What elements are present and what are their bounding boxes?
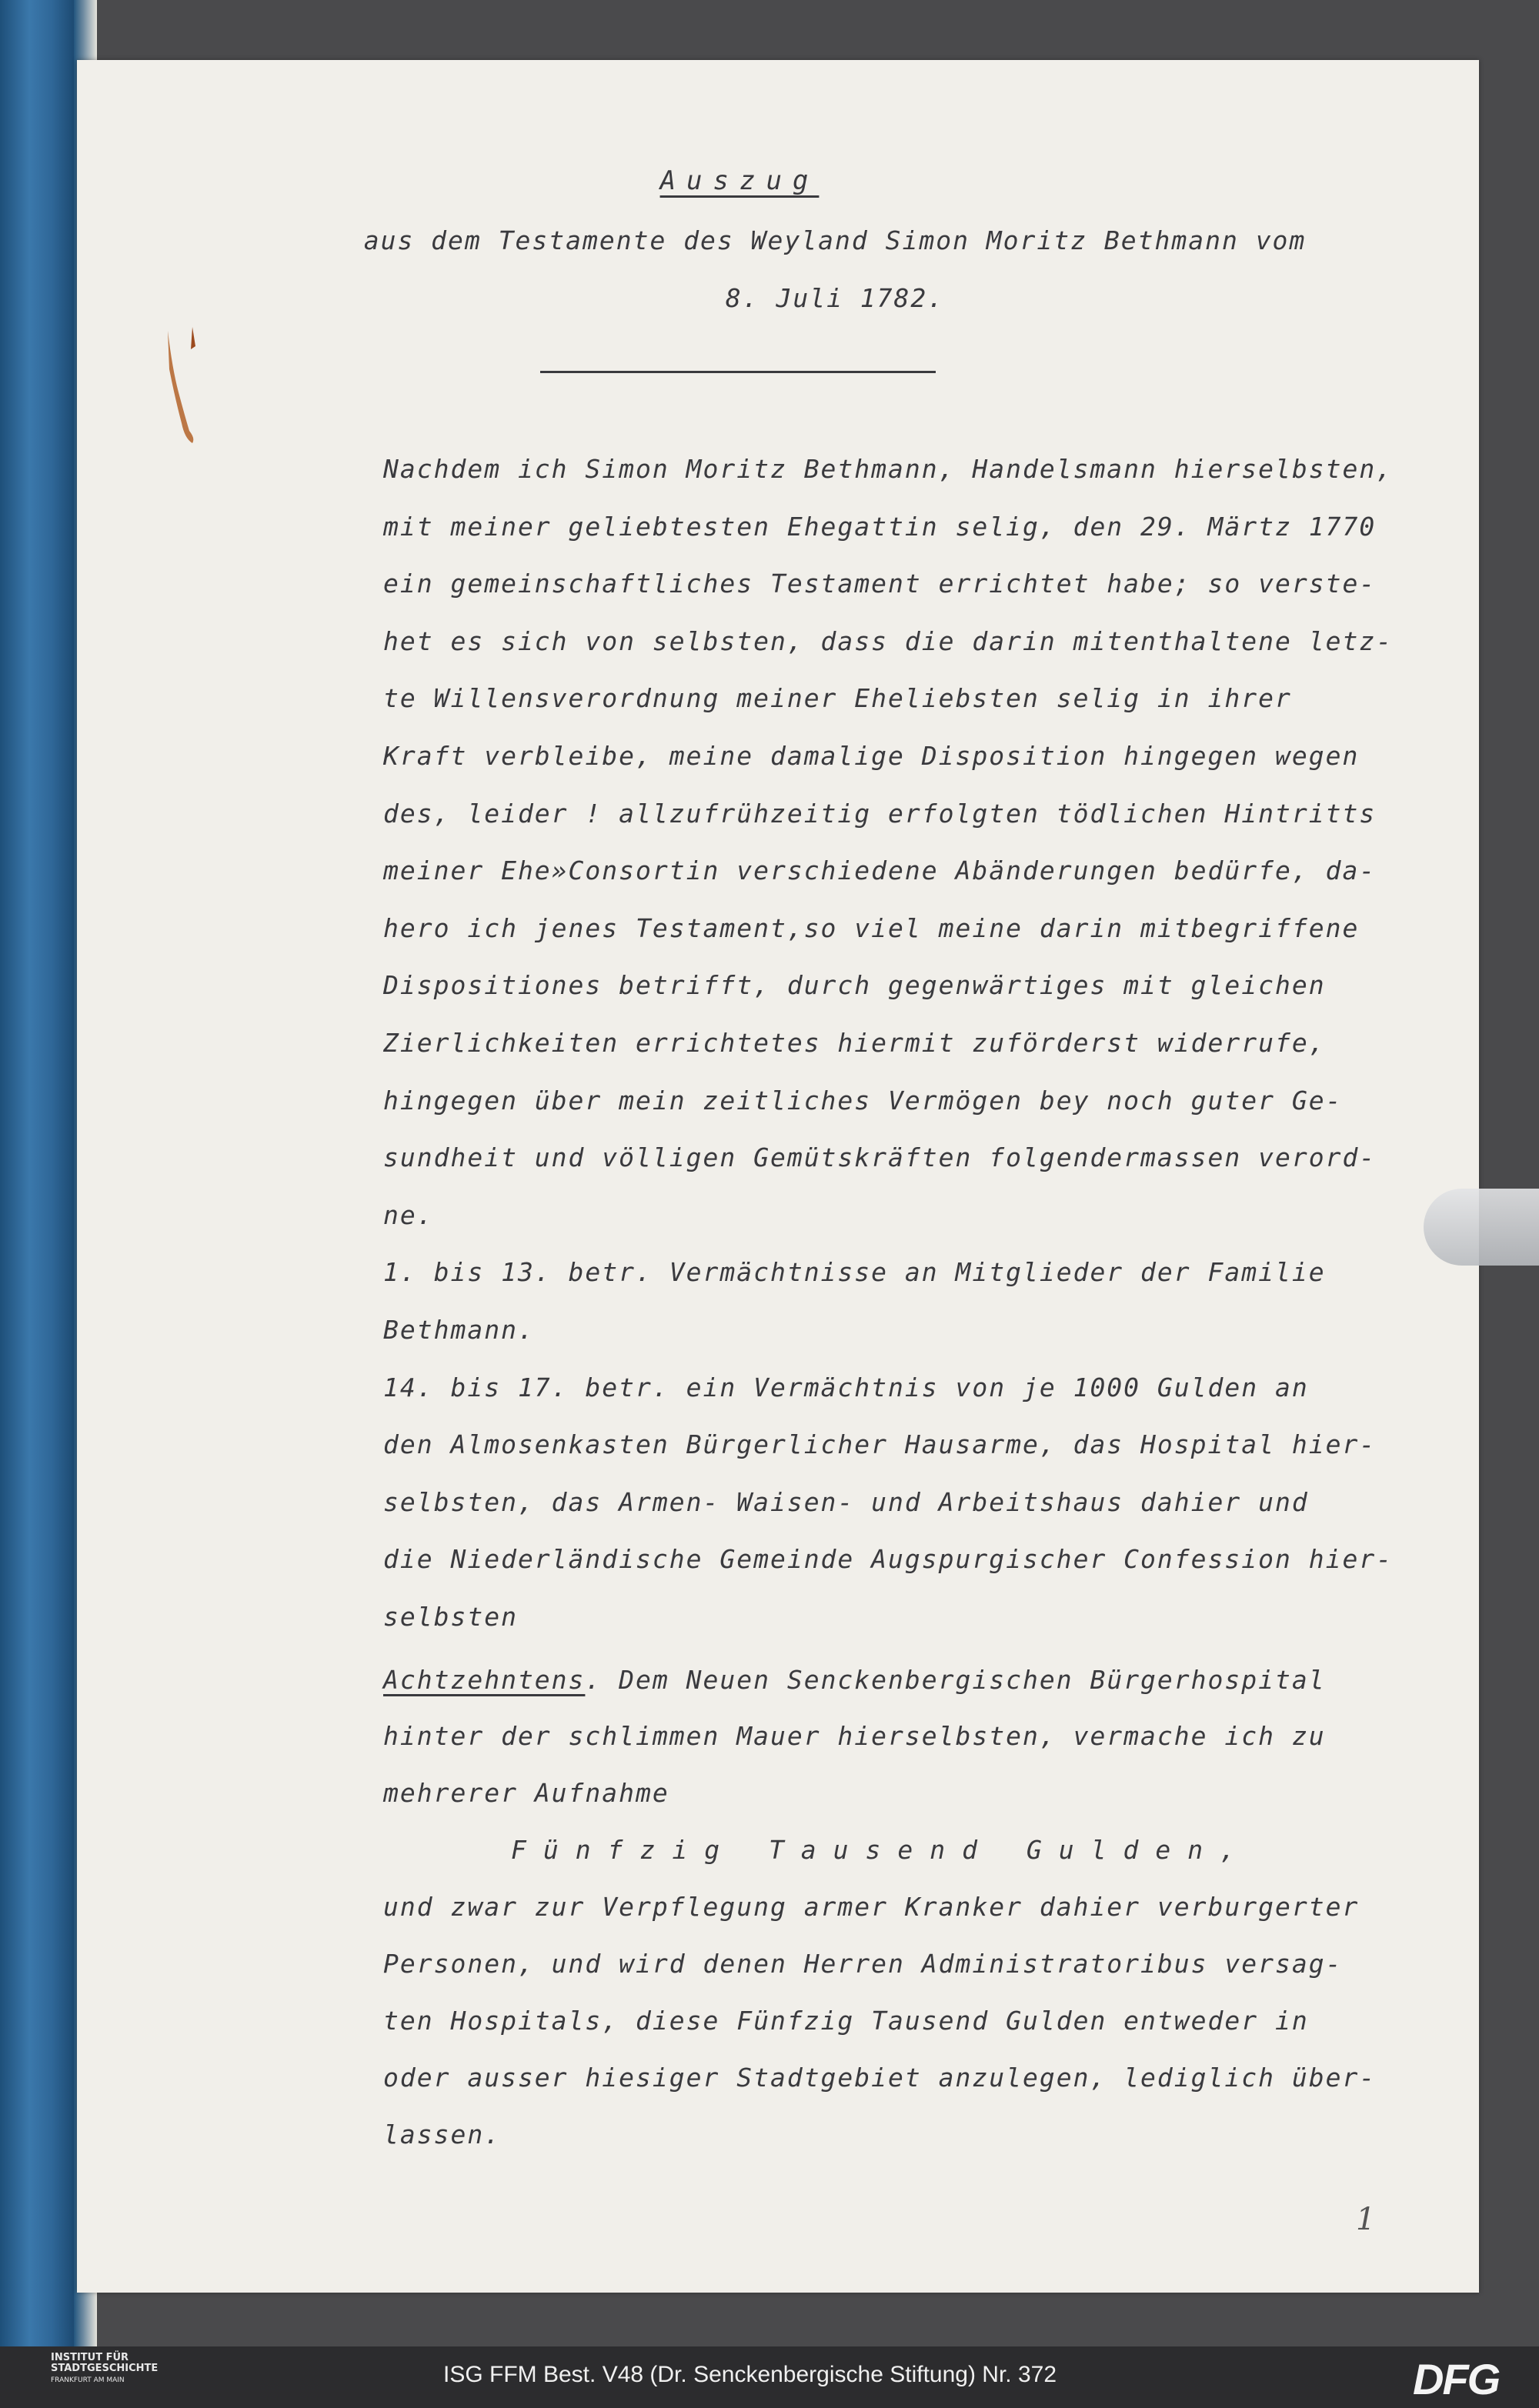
body3-line: und zwar zur Verpflegung armer Kranker dahier verburgerter — [383, 1892, 1360, 1922]
achtzehntens-label: Achtzehntens — [383, 1665, 586, 1695]
footer-bar — [0, 2346, 1539, 2408]
body2-line: mehrerer Aufnahme — [383, 1778, 669, 1808]
ink-stain — [162, 323, 208, 446]
document-title: Auszug — [659, 165, 820, 196]
body-line: 14. bis 17. betr. ein Vermächtnis von je 1000 Gulden an — [383, 1372, 1309, 1402]
achtzehntens-rest: . Dem Neuen Senckenbergischen Bürgerhospital — [585, 1665, 1326, 1695]
body-line: Bethmann. — [383, 1315, 535, 1345]
body-line: den Almosenkasten Bürgerlicher Hausarme, das Hospital hier- — [383, 1429, 1377, 1460]
body-line: hingegen über mein zeitliches Vermögen bey noch guter Ge- — [383, 1085, 1343, 1116]
body3-line: ten Hospitals, diese Fünfzig Tausend Gulden entweder in — [383, 2006, 1309, 2036]
body-line: Kraft verbleibe, meine damalige Disposition hingegen wegen — [383, 741, 1360, 771]
body-line: Dispositiones betrifft, durch gegenwärtiges mit gleichen — [383, 970, 1326, 1001]
body2-line: hinter der schlimmen Mauer hierselbsten, vermache ich zu — [383, 1721, 1326, 1751]
body-line: sundheit und völligen Gemütskräften folgendermassen verord- — [383, 1142, 1377, 1173]
body-line: die Niederländische Gemeinde Augspurgischer Confession hier- — [383, 1544, 1394, 1575]
title-rule — [540, 371, 936, 373]
body3-line: Personen, und wird denen Herren Administratoribus versag- — [383, 1949, 1343, 1979]
body-line: hero ich jenes Testament,so viel meine darin mitbegriffene — [383, 912, 1360, 943]
body-line: te Willensverordnung meiner Eheliebsten selig in ihrer — [383, 683, 1292, 714]
body-line: het es sich von selbsten, dass die darin mitenthaltene letz- — [383, 625, 1394, 656]
body-line: selbsten — [383, 1602, 518, 1632]
body-line: ein gemeinschaftliches Testament errichtet habe; so verste- — [383, 569, 1377, 599]
body3-line: lassen. — [383, 2120, 502, 2150]
body-line: 1. bis 13. betr. Vermächtnisse an Mitglieder der Familie — [383, 1257, 1326, 1288]
paper-clip-tab — [1424, 1189, 1539, 1266]
body-line: meiner Ehe»Consortin verschiedene Abänderungen bedürfe, da- — [383, 855, 1377, 886]
achtzehntens-line — [383, 1665, 1326, 1695]
body3-line: oder ausser hiesiger Stadtgebiet anzulegen, lediglich über- — [383, 2063, 1377, 2093]
sum-line: Fünfzig Tausend Gulden, — [511, 1835, 1252, 1865]
body-line: mit meiner geliebtesten Ehegattin selig, den 29. Märtz 1770 — [383, 511, 1377, 542]
body-line: selbsten, das Armen- Waisen- und Arbeitshaus dahier und — [383, 1486, 1309, 1517]
body-line: Nachdem ich Simon Moritz Bethmann, Handelsmann hierselbsten, — [383, 454, 1394, 484]
document-date: 8. Juli 1782. — [725, 283, 945, 313]
dfg-logo: DFG — [1413, 2355, 1500, 2403]
body-line: ne. — [383, 1199, 434, 1230]
institution-logo: INSTITUT FÜR STADTGESCHICHTE FRANKFURT AM MAIN — [51, 2352, 159, 2384]
document-subtitle: aus dem Testamente des Weyland Simon Moritz Bethmann vom — [363, 225, 1307, 255]
body-line: des, leider ! allzufrühzeitig erfolgten tödlichen Hintritts — [383, 798, 1377, 829]
page-number: 1 — [1356, 2202, 1376, 2237]
body-line: Zierlichkeiten errichtetes hiermit zuförderst widerrufe, — [383, 1028, 1326, 1058]
archive-reference: ISG FFM Best. V48 (Dr. Senckenbergische Stiftung) Nr. 372 — [443, 2362, 1057, 2387]
binder-cover — [0, 0, 74, 2346]
